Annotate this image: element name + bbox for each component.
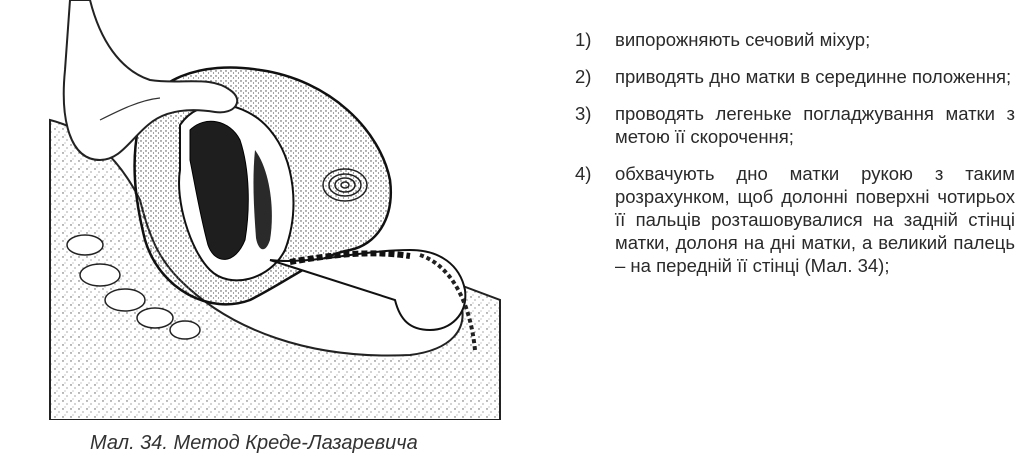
step-text: проводять легеньке погладжування матки з метою її скорочення;	[615, 103, 1015, 147]
list-item	[575, 162, 1015, 277]
procedure-steps-list	[575, 28, 1015, 291]
figure-caption: Мал. 34. Метод Креде-Лазаревича	[90, 432, 418, 454]
illustration-crede-method	[30, 0, 530, 420]
list-item	[575, 28, 1015, 51]
anatomy-drawing	[30, 0, 530, 420]
step-number: 4)	[575, 163, 592, 184]
step-text: приводять дно матки в серединне положення;	[615, 66, 1012, 87]
step-number: 1)	[575, 29, 592, 50]
step-number: 2)	[575, 66, 592, 87]
step-text: обхвачують дно матки рукою з таким розрахунком, щоб долонні поверхні чотирьох її пальців розташовувалися на задній стінці матки, долоня на дні матки, а великий палець – на передній її стінці (Мал. 34);	[615, 163, 1015, 276]
step-number: 3)	[575, 103, 592, 124]
step-text: випорожняють сечовий міхур;	[615, 29, 871, 50]
list-item	[575, 65, 1015, 88]
list-item	[575, 102, 1015, 148]
